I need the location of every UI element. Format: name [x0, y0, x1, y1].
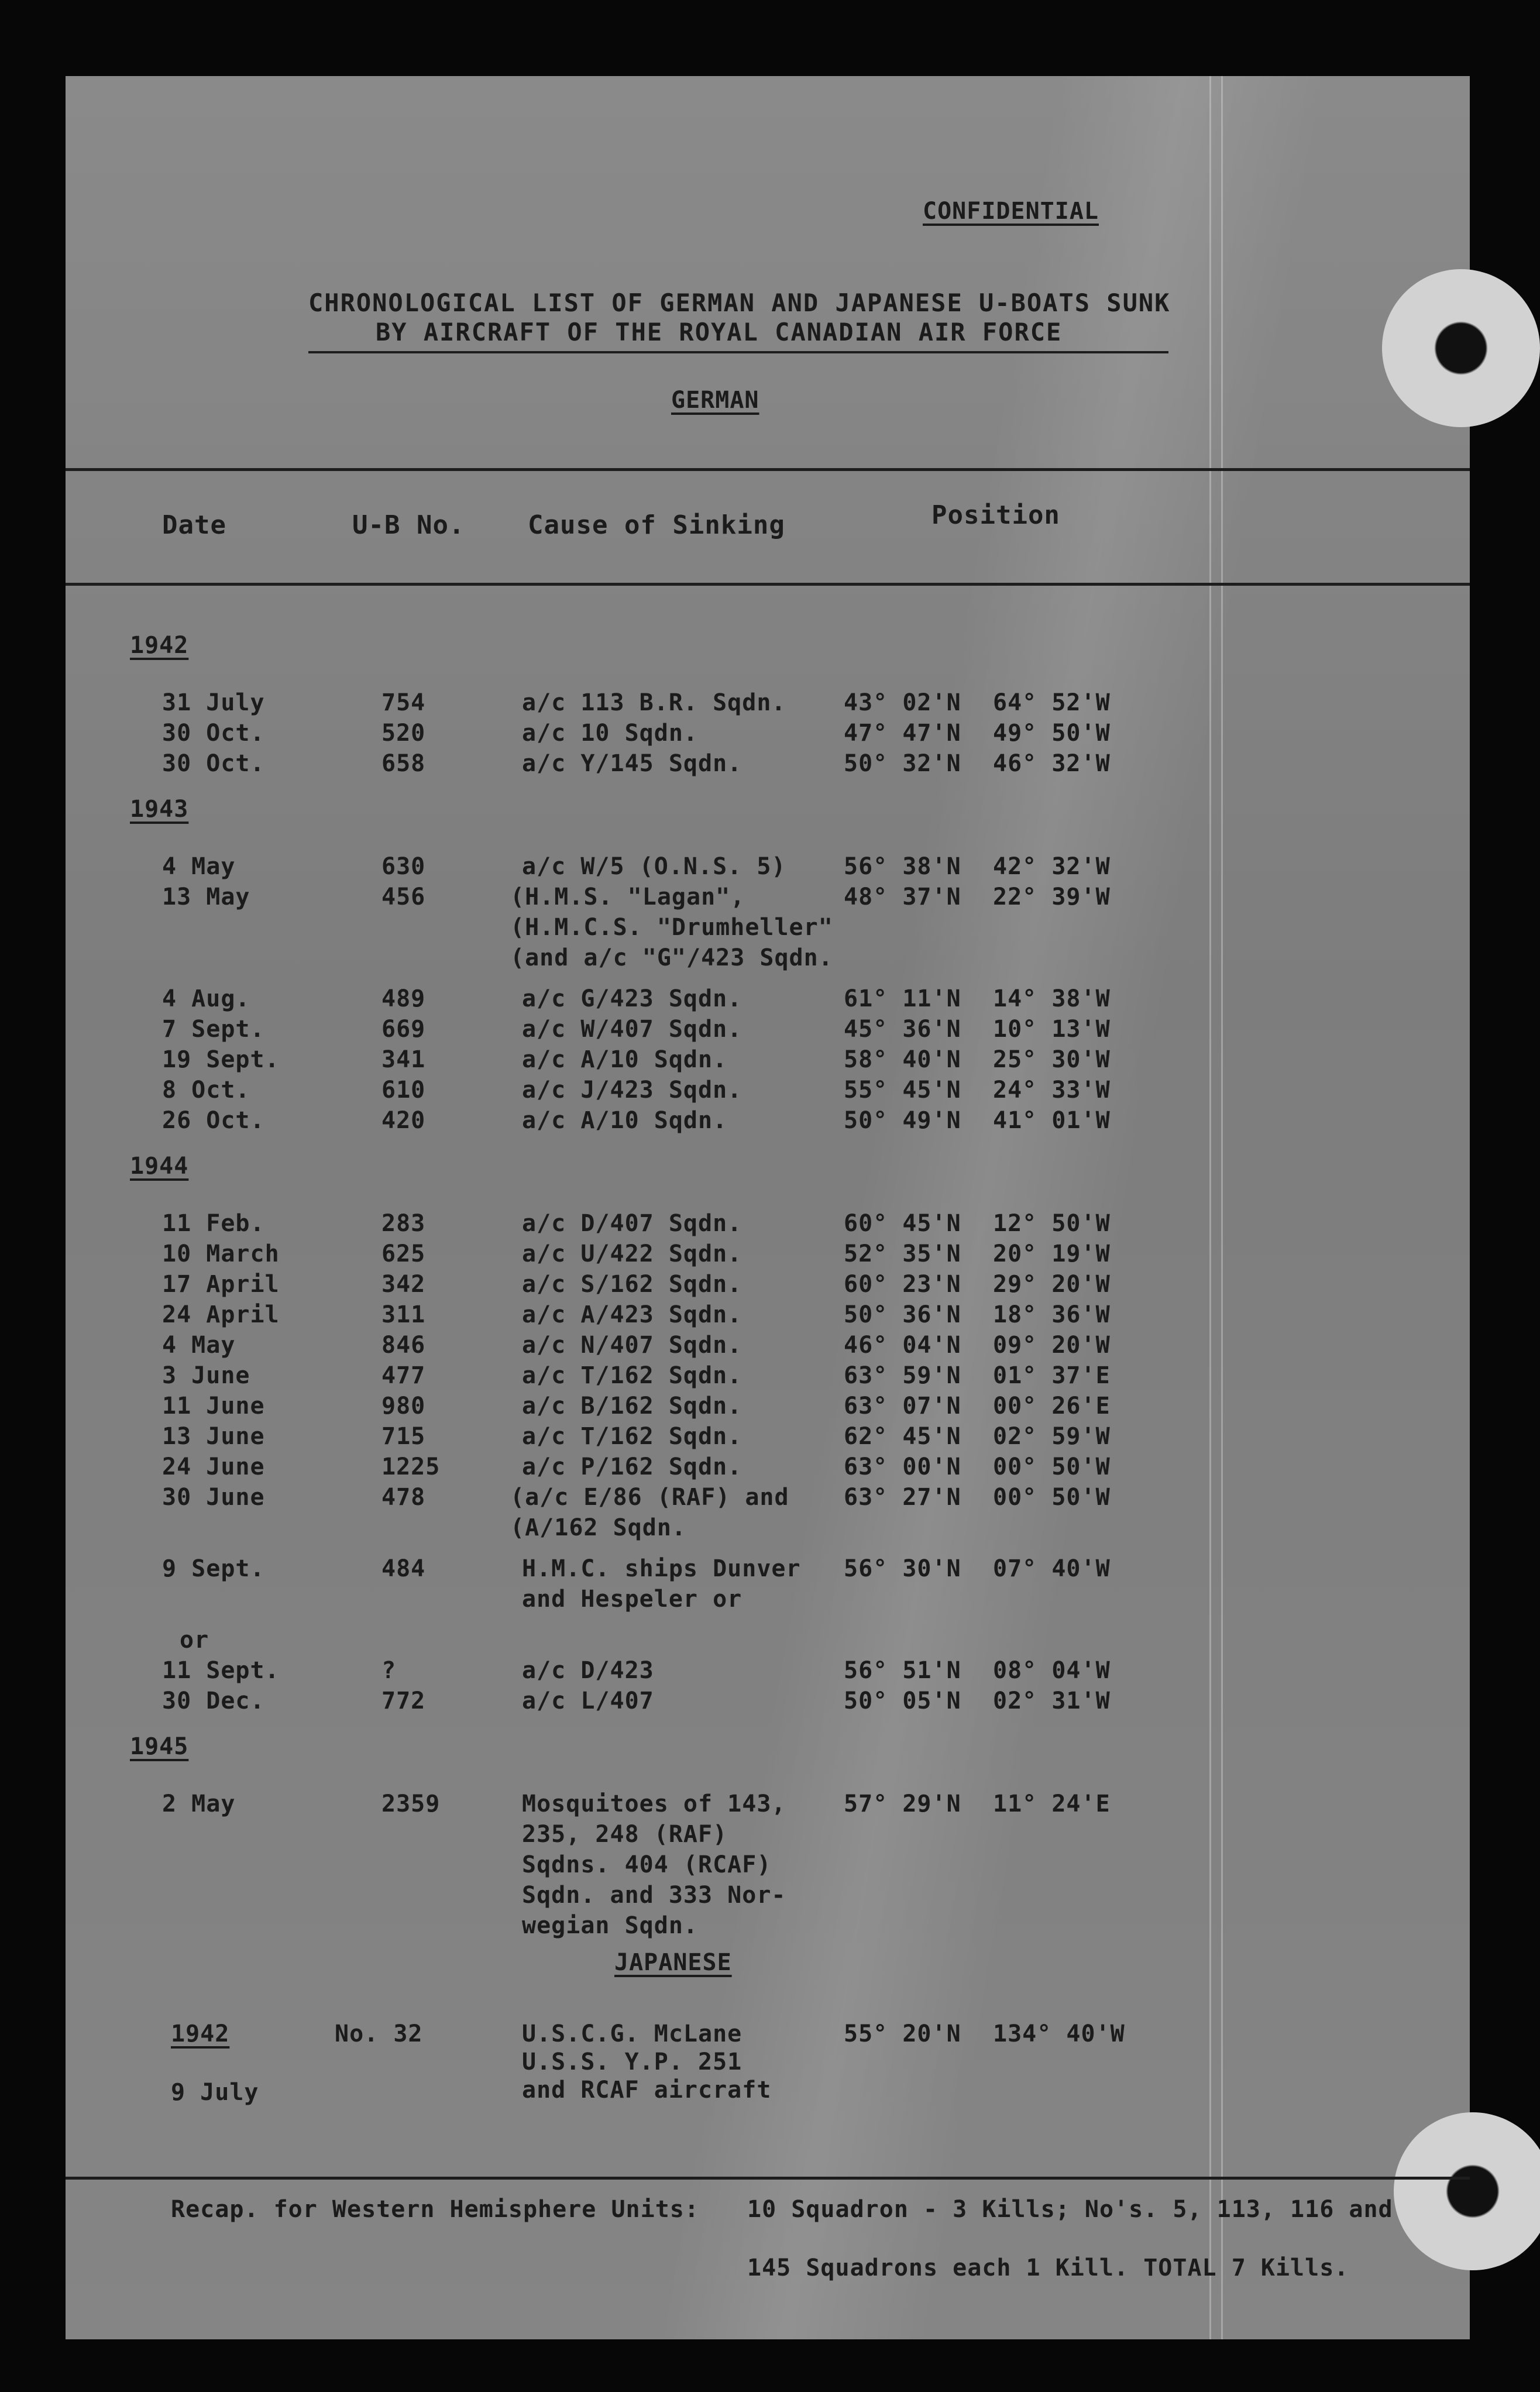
longitude-cell: 09° 20'W [993, 1332, 1111, 1359]
longitude-cell: 00° 50'W [993, 1453, 1111, 1480]
date-cell: 13 May [162, 884, 250, 910]
longitude-cell: 18° 36'W [993, 1301, 1111, 1328]
latitude-cell: 43° 02'N [844, 689, 961, 716]
jp-lat: 55° 20'N [844, 2020, 961, 2047]
latitude-cell: 60° 45'N [844, 1210, 961, 1237]
longitude-cell: 41° 01'W [993, 1107, 1111, 1134]
latitude-cell: 50° 36'N [844, 1301, 961, 1328]
cause-cell: (and a/c "G"/423 Sqdn. [510, 944, 833, 971]
ub-number-cell: 980 [381, 1393, 426, 1420]
fold-crease [1221, 76, 1223, 2339]
latitude-cell: 62° 45'N [844, 1423, 961, 1450]
cause-cell: a/c T/162 Sqdn. [522, 1362, 742, 1389]
latitude-cell: 47° 47'N [844, 720, 961, 747]
cause-cell: a/c U/422 Sqdn. [522, 1240, 742, 1267]
latitude-cell: 58° 40'N [844, 1046, 961, 1073]
latitude-cell: 48° 37'N [844, 884, 961, 910]
jp-date: 9 July [171, 2079, 259, 2106]
header-top-rule [66, 468, 1470, 471]
ub-number-cell: 715 [381, 1423, 426, 1450]
cause-cell: a/c A/10 Sqdn. [522, 1046, 728, 1073]
latitude-cell: 56° 38'N [844, 853, 961, 880]
date-cell: 7 Sept. [162, 1016, 265, 1043]
latitude-cell: 56° 51'N [844, 1657, 961, 1684]
cause-cell: wegian Sqdn. [522, 1912, 698, 1939]
date-cell: 13 June [162, 1423, 265, 1450]
cause-cell: a/c N/407 Sqdn. [522, 1332, 742, 1359]
title-line-1: CHRONOLOGICAL LIST OF GERMAN AND JAPANESE U-BOATS SUNK [308, 288, 1171, 317]
cause-cell: a/c W/407 Sqdn. [522, 1016, 742, 1043]
ub-number-cell: 630 [381, 853, 426, 880]
year-heading: 1945 [130, 1733, 189, 1760]
date-cell: 24 April [162, 1301, 280, 1328]
date-cell: 10 March [162, 1240, 280, 1267]
header-bottom-rule [66, 583, 1470, 586]
date-cell: 30 Oct. [162, 720, 265, 747]
longitude-cell: 01° 37'E [993, 1362, 1111, 1389]
longitude-cell: 24° 33'W [993, 1077, 1111, 1104]
longitude-cell: 29° 20'W [993, 1271, 1111, 1298]
ub-number-cell: 2359 [381, 1790, 441, 1817]
latitude-cell: 52° 35'N [844, 1240, 961, 1267]
date-cell: 11 Feb. [162, 1210, 265, 1237]
header-date: Date [162, 510, 226, 540]
jp-year: 1942 [171, 2020, 230, 2047]
header-position: Position [931, 500, 1060, 530]
recap-line-2: 145 Squadrons each 1 Kill. TOTAL 7 Kills. [747, 2254, 1349, 2281]
punch-hole [1382, 269, 1540, 427]
cause-cell: a/c L/407 [522, 1688, 654, 1714]
date-cell: 3 June [162, 1362, 250, 1389]
date-cell: 26 Oct. [162, 1107, 265, 1134]
latitude-cell: 56° 30'N [844, 1555, 961, 1582]
cause-cell: a/c 10 Sqdn. [522, 720, 698, 747]
ub-number-cell: 456 [381, 884, 426, 910]
ub-number-cell: 484 [381, 1555, 426, 1582]
jp-cause-1: U.S.C.G. McLane [522, 2020, 742, 2047]
cause-cell: Mosquitoes of 143, [522, 1790, 786, 1817]
cause-cell: (H.M.C.S. "Drumheller" [510, 914, 833, 941]
cause-cell: a/c A/423 Sqdn. [522, 1301, 742, 1328]
date-cell: 11 Sept. [162, 1657, 280, 1684]
ub-number-cell: 489 [381, 985, 426, 1012]
cause-cell: 235, 248 (RAF) [522, 1821, 728, 1848]
cause-cell: (A/162 Sqdn. [510, 1514, 686, 1541]
longitude-cell: 02° 59'W [993, 1423, 1111, 1450]
recap-rule [66, 2177, 1470, 2180]
section-japanese: JAPANESE [614, 1949, 732, 1976]
date-cell: 19 Sept. [162, 1046, 280, 1073]
longitude-cell: 46° 32'W [993, 750, 1111, 777]
cause-cell: a/c J/423 Sqdn. [522, 1077, 742, 1104]
punch-hole [1394, 2112, 1540, 2270]
cause-cell: and Hespeler or [522, 1586, 742, 1613]
cause-cell: a/c D/407 Sqdn. [522, 1210, 742, 1237]
ub-number-cell: 341 [381, 1046, 426, 1073]
ub-number-cell: 658 [381, 750, 426, 777]
cause-cell: a/c T/162 Sqdn. [522, 1423, 742, 1450]
cause-cell: H.M.C. ships Dunver [522, 1555, 801, 1582]
cause-cell: (a/c E/86 (RAF) and [510, 1484, 789, 1511]
latitude-cell: 50° 05'N [844, 1688, 961, 1714]
latitude-cell: 60° 23'N [844, 1271, 961, 1298]
jp-ub: No. 32 [335, 2020, 423, 2047]
date-cell: 4 May [162, 1332, 236, 1359]
latitude-cell: 63° 00'N [844, 1453, 961, 1480]
longitude-cell: 00° 50'W [993, 1484, 1111, 1511]
header-cause: Cause of Sinking [528, 510, 785, 540]
ub-number-cell: 625 [381, 1240, 426, 1267]
longitude-cell: 14° 38'W [993, 985, 1111, 1012]
cause-cell: a/c Y/145 Sqdn. [522, 750, 742, 777]
cause-cell: a/c D/423 [522, 1657, 654, 1684]
date-cell: 4 Aug. [162, 985, 250, 1012]
cause-cell: a/c P/162 Sqdn. [522, 1453, 742, 1480]
cause-cell: a/c G/423 Sqdn. [522, 985, 742, 1012]
longitude-cell: 22° 39'W [993, 884, 1111, 910]
latitude-cell: 57° 29'N [844, 1790, 961, 1817]
ub-number-cell: 610 [381, 1077, 426, 1104]
cause-cell: (H.M.S. "Lagan", [510, 884, 745, 910]
longitude-cell: 25° 30'W [993, 1046, 1111, 1073]
ub-number-cell: 342 [381, 1271, 426, 1298]
document-sheet [66, 76, 1470, 2339]
recap-line-1: 10 Squadron - 3 Kills; No's. 5, 113, 116 and [747, 2196, 1393, 2223]
longitude-cell: 20° 19'W [993, 1240, 1111, 1267]
date-cell: 30 Dec. [162, 1688, 265, 1714]
section-german: GERMAN [671, 387, 759, 414]
latitude-cell: 50° 49'N [844, 1107, 961, 1134]
latitude-cell: 46° 04'N [844, 1332, 961, 1359]
date-cell: or [180, 1627, 209, 1654]
ub-number-cell: ? [381, 1657, 397, 1684]
longitude-cell: 08° 04'W [993, 1657, 1111, 1684]
ub-number-cell: 846 [381, 1332, 426, 1359]
title-underline [308, 351, 1168, 353]
cause-cell: a/c B/162 Sqdn. [522, 1393, 742, 1420]
latitude-cell: 63° 59'N [844, 1362, 961, 1389]
ub-number-cell: 478 [381, 1484, 426, 1511]
date-cell: 4 May [162, 853, 236, 880]
longitude-cell: 02° 31'W [993, 1688, 1111, 1714]
date-cell: 30 June [162, 1484, 265, 1511]
year-heading: 1943 [130, 796, 189, 823]
header-ub-no: U-B No. [352, 510, 465, 540]
longitude-cell: 12° 50'W [993, 1210, 1111, 1237]
cause-cell: Sqdns. 404 (RCAF) [522, 1851, 772, 1878]
jp-cause-2: U.S.S. Y.P. 251 [522, 2049, 742, 2075]
jp-lon: 134° 40'W [993, 2020, 1125, 2047]
date-cell: 31 July [162, 689, 265, 716]
latitude-cell: 61° 11'N [844, 985, 961, 1012]
date-cell: 17 April [162, 1271, 280, 1298]
cause-cell: a/c W/5 (O.N.S. 5) [522, 853, 786, 880]
cause-cell: Sqdn. and 333 Nor- [522, 1882, 786, 1909]
ub-number-cell: 772 [381, 1688, 426, 1714]
date-cell: 30 Oct. [162, 750, 265, 777]
longitude-cell: 11° 24'E [993, 1790, 1111, 1817]
ub-number-cell: 520 [381, 720, 426, 747]
longitude-cell: 42° 32'W [993, 853, 1111, 880]
year-heading: 1944 [130, 1153, 189, 1180]
date-cell: 2 May [162, 1790, 236, 1817]
latitude-cell: 50° 32'N [844, 750, 961, 777]
title-line-2: BY AIRCRAFT OF THE ROYAL CANADIAN AIR FORCE [376, 318, 1063, 346]
fold-crease [1209, 76, 1211, 2339]
longitude-cell: 10° 13'W [993, 1016, 1111, 1043]
ub-number-cell: 1225 [381, 1453, 441, 1480]
cause-cell: a/c S/162 Sqdn. [522, 1271, 742, 1298]
date-cell: 11 June [162, 1393, 265, 1420]
latitude-cell: 55° 45'N [844, 1077, 961, 1104]
date-cell: 24 June [162, 1453, 265, 1480]
date-cell: 9 Sept. [162, 1555, 265, 1582]
ub-number-cell: 311 [381, 1301, 426, 1328]
ub-number-cell: 283 [381, 1210, 426, 1237]
latitude-cell: 45° 36'N [844, 1016, 961, 1043]
ub-number-cell: 754 [381, 689, 426, 716]
ub-number-cell: 669 [381, 1016, 426, 1043]
recap-label: Recap. for Western Hemisphere Units: [171, 2196, 699, 2223]
longitude-cell: 07° 40'W [993, 1555, 1111, 1582]
ub-number-cell: 477 [381, 1362, 426, 1389]
cause-cell: a/c A/10 Sqdn. [522, 1107, 728, 1134]
year-heading: 1942 [130, 632, 189, 659]
ub-number-cell: 420 [381, 1107, 426, 1134]
longitude-cell: 64° 52'W [993, 689, 1111, 716]
longitude-cell: 00° 26'E [993, 1393, 1111, 1420]
date-cell: 8 Oct. [162, 1077, 250, 1104]
latitude-cell: 63° 07'N [844, 1393, 961, 1420]
cause-cell: a/c 113 B.R. Sqdn. [522, 689, 786, 716]
jp-cause-3: and RCAF aircraft [522, 2077, 772, 2104]
confidential-stamp: CONFIDENTIAL [923, 198, 1099, 225]
latitude-cell: 63° 27'N [844, 1484, 961, 1511]
longitude-cell: 49° 50'W [993, 720, 1111, 747]
